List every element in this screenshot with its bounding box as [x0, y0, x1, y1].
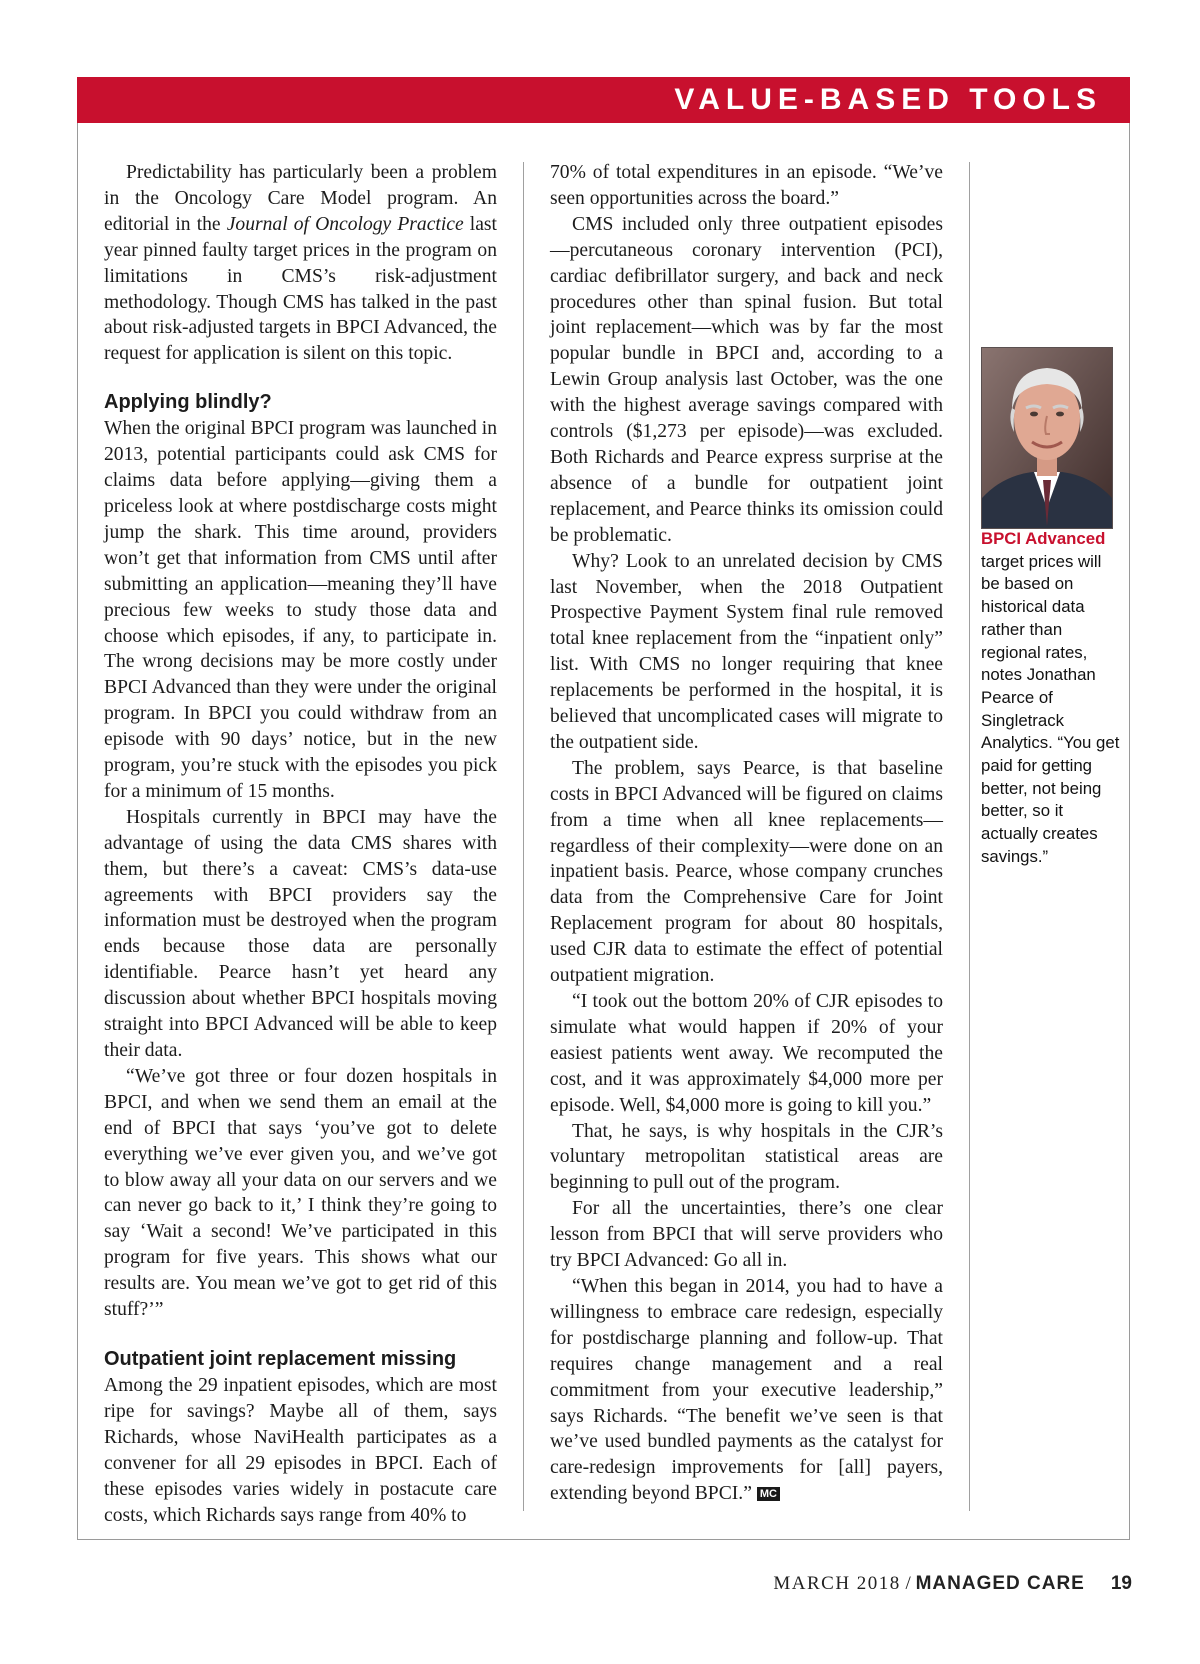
paragraph: “I took out the bottom 20% of CJR episodes to simulate what would happen if 20% of your easiest patients went away. We recomputed the cost, and it was approximately $4,000 more per episode. Well, $4,000 more is going to kill you.”	[550, 991, 943, 1116]
paragraph: 70% of total expenditures in an episode. “We’ve seen opportunities across the board.”	[550, 162, 943, 209]
paragraph: The problem, says Pearce, is that baseline costs in BPCI Advanced will be figured on claims from a time when all knee replacements—regardless of their complexity—were done on an inpatient basis. Pearce, whose company crunches data from the Comprehensive Care for Joint Replacement program for about 80 hospitals, used CJR data to estimate the effect of potential outpatient migration.	[550, 757, 943, 987]
article-column-left	[104, 160, 497, 1528]
caption-text: target prices will be based on historical data rather than regional rates, notes Jonathan Pearce of Singletrack Analytics. “You get paid for getting better, not being better, so it actually creates savings.”	[981, 551, 1120, 866]
portrait-photo	[981, 347, 1113, 529]
subheading: Applying blindly?	[104, 391, 272, 414]
portrait-illustration	[982, 348, 1112, 528]
magazine-name: MANAGED CARE	[915, 1573, 1085, 1594]
article-column-middle	[550, 160, 943, 1507]
photo-caption	[981, 528, 1121, 869]
text: “When this began in 2014, you had to have a willingness to embrace care redesign, especially for postdischarge planning and follow-up. That requires change management and a real commitment from your executive leadership,” says Richards. “The benefit we’ve seen is that we’ve used bundled payments as the catalyst for care-redesign improvements for [all] payers, extending beyond BPCI.”	[550, 1275, 943, 1505]
caption-lead: BPCI Advanced	[981, 529, 1106, 548]
column-divider	[969, 162, 970, 1511]
page-footer	[773, 1570, 1132, 1598]
paragraph: CMS included only three outpatient episodes—percutaneous coronary intervention (PCI), cardiac defibrillator surgery, and back and neck procedures other than spinal fusion. But total joint replacement—which was by far the most popular bundle in BPCI and, according to a Lewin Group analysis last October, was the one with the highest average savings compared with controls ($1,273 per episode)—was excluded. Both Richards and Pearce express surprise at the absence of a bundle for outpatient joint replacement, and Pearce thinks its omission could be problematic.	[550, 213, 943, 546]
page-number: 19	[1110, 1573, 1132, 1594]
paragraph: Hospitals currently in BPCI may have the advantage of using the data CMS shares with them, but there’s a caveat: CMS’s data-use agreements with BPCI providers say the information must be destroyed when the program ends because those data are personally identifiable. Pearce hasn’t yet heard any discussion about whether BPCI hospitals moving straight into BPCI Advanced will be able to keep their data.	[104, 806, 497, 1061]
paragraph: Among the 29 inpatient episodes, which are most ripe for savings? Maybe all of them, says Richards, whose NaviHealth participates as a convener for all 29 episodes in BPCI. Each of these episodes varies widely in postacute care costs, which Richards says range from 40% to	[104, 1374, 497, 1526]
end-mark-icon: MC	[757, 1487, 780, 1501]
journal-title: Journal of Oncology Practice	[226, 213, 464, 235]
paragraph: Why? Look to an unrelated decision by CMS last November, when the 2018 Outpatient Prospective Payment System final rule removed total knee replacement from the “inpatient only” list. With CMS no longer requiring that knee replacements be performed in the hospital, it is believed that uncomplicated cases will migrate to the outpatient side.	[550, 550, 943, 753]
paragraph	[550, 1274, 943, 1507]
paragraph: When the original BPCI program was launched in 2013, potential participants could ask CMS for claims data before applying—giving them a priceless look at where postdischarge costs might jump the shark. This time around, providers won’t get that information from CMS until after submitting an application—meaning they’ll have precious few weeks to study those data and choose which episodes, if any, to participate in. The wrong decisions may be more costly under BPCI Advanced than they were under the original program. In BPCI you could withdraw from an episode with 90 days’ notice, but in the new program, you’re stuck with the episodes you pick for a minimum of 15 months.	[104, 418, 497, 802]
issue-date: MARCH 2018	[773, 1573, 901, 1594]
text: last year pinned faulty target prices in the program on limitations in CMS’s risk-adjustment methodology. Though CMS has talked in the past about risk-adjusted targets in BPCI Advanced, the request for application is silent on this topic.	[104, 213, 497, 365]
paragraph: “We’ve got three or four dozen hospitals in BPCI, and when we send them an email at the end of BPCI that says ‘you’ve got to delete everything we’ve ever given you, and we’ve got to blow away all your data on our servers and we can never go back to it,’ I think they’re going to say ‘Wait a second! We’ve participated in this program for five years. This shows what our results are. You mean we’ve got to get rid of this stuff?’”	[104, 1065, 497, 1321]
text: Predictability has particularly been a problem in the Oncology Care Model program. An editorial in the	[104, 162, 497, 235]
subheading: Outpatient joint replacement missing	[104, 1347, 457, 1370]
section-banner: VALUE-BASED TOOLS	[77, 77, 1130, 123]
paragraph: That, he says, is why hospitals in the CJR’s voluntary metropolitan statistical areas are beginning to pull out of the program.	[550, 1120, 943, 1194]
paragraph: For all the uncertainties, there’s one clear lesson from BPCI that will serve providers who try BPCI Advanced: Go all in.	[550, 1198, 943, 1272]
footer-separator: /	[900, 1573, 916, 1594]
paragraph	[104, 160, 497, 367]
column-divider	[523, 162, 524, 1511]
